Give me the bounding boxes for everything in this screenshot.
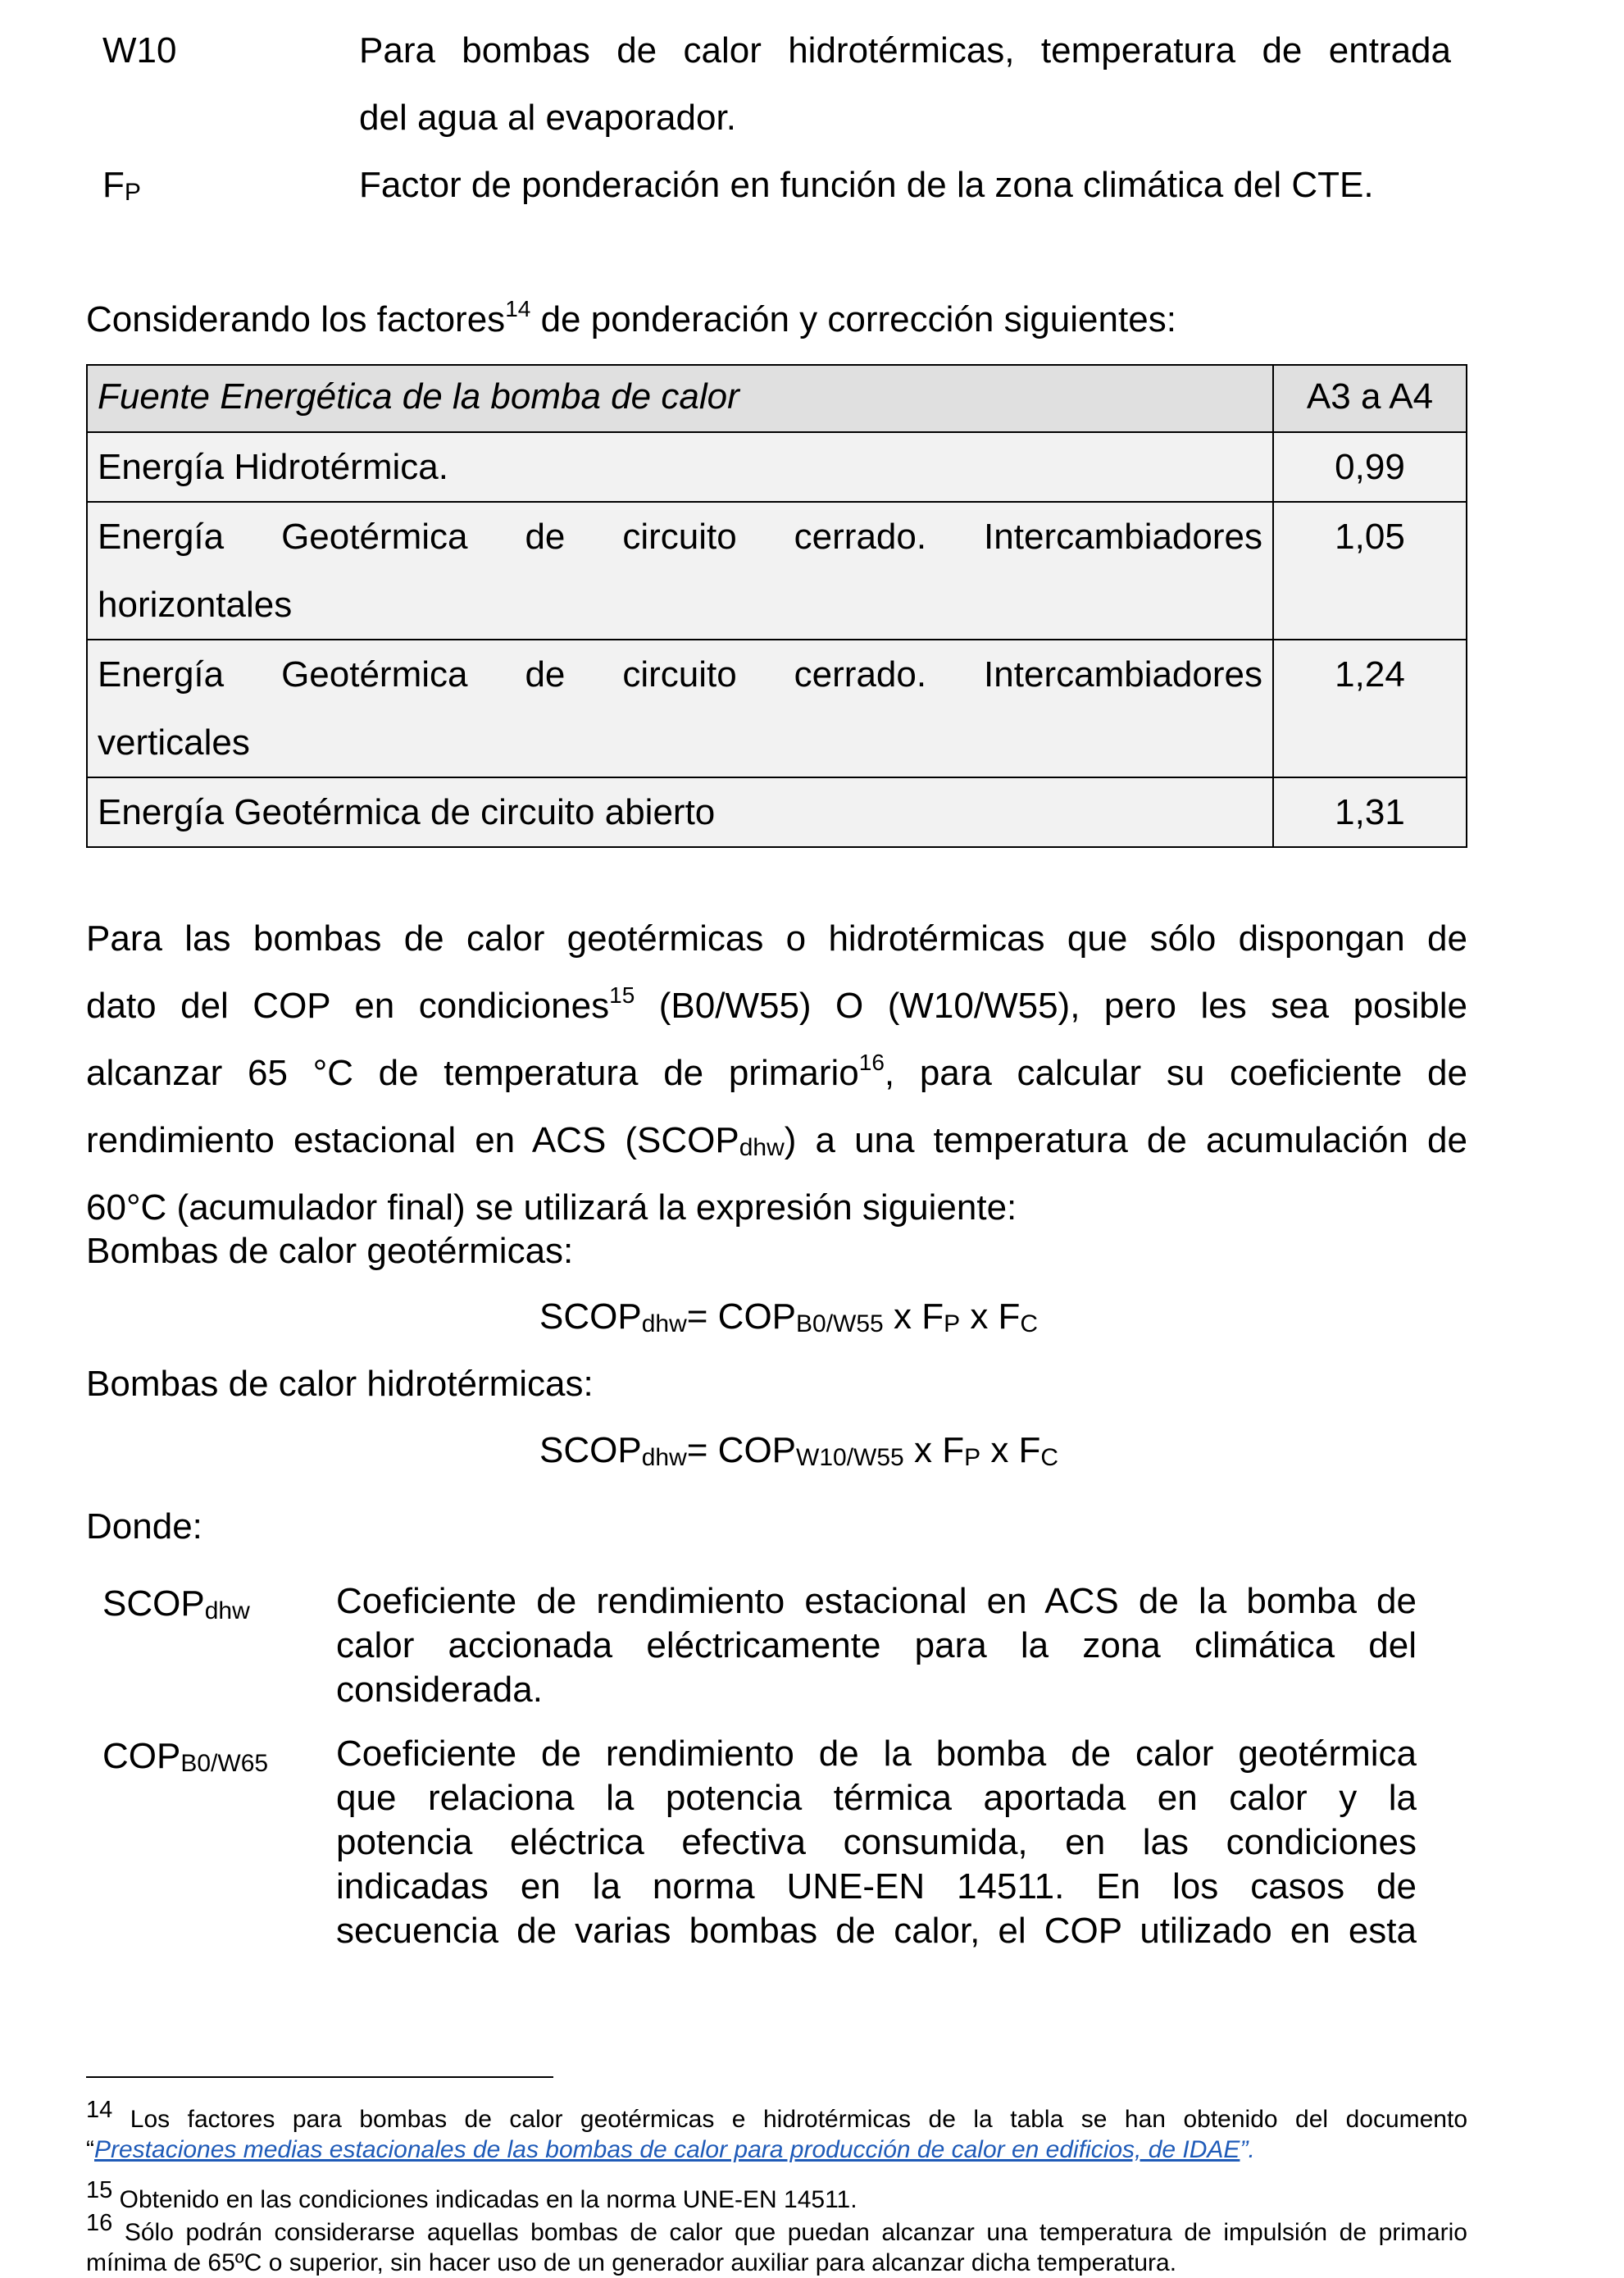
row-desc: Energía Geotérmica de circuito abierto — [98, 792, 716, 832]
row-value: 1,24 — [1335, 654, 1405, 695]
row-value-cell — [1273, 640, 1467, 777]
row-desc-cell — [87, 502, 1273, 640]
idae-document-link[interactable]: Prestaciones medias estacionales de las bombas de calor para producción de calor en edificios, de IDAE — [94, 2136, 1240, 2163]
text: , para calcular su coeficiente de — [884, 1053, 1467, 1093]
row-desc-cell — [87, 777, 1273, 847]
table-row — [87, 432, 1467, 502]
f-text: = COP — [686, 1430, 797, 1470]
intro-text: Considerando los factores — [86, 299, 506, 339]
def-symbol-w10 — [102, 30, 176, 72]
f-text: SCOP — [539, 1296, 642, 1337]
f-sub: W10/W55 — [796, 1444, 904, 1471]
def-line: del agua al evaporador. — [359, 98, 736, 138]
row-value-cell — [1273, 777, 1467, 847]
f-sub: dhw — [641, 1444, 687, 1471]
def-line: calor accionada eléctricamente para la zona climática del — [336, 1625, 1417, 1665]
footnote-14 — [86, 2097, 1468, 2165]
def-text-cop — [336, 1732, 1417, 1953]
table-row — [87, 502, 1467, 640]
formula-hidro — [539, 1429, 1058, 1472]
table-intro — [86, 298, 1176, 341]
def-line: que relaciona la potencia térmica aportada en calor y la — [336, 1778, 1417, 1818]
header-value-cell — [1273, 365, 1467, 432]
symbol-subscript: P — [124, 179, 141, 206]
text: rendimiento estacional en ACS (SCOP — [86, 1120, 739, 1160]
geo-heading: Bombas de calor geotérmicas: — [86, 1231, 574, 1271]
row-value-cell — [1273, 502, 1467, 640]
footnote-text: Obtenido en las condiciones indicadas en la norma UNE-EN 14511. — [119, 2186, 857, 2213]
text: alcanzar 65 °C de temperatura de primario — [86, 1053, 859, 1093]
symbol-subscript: B0/W65 — [180, 1750, 269, 1777]
footnote-line — [86, 2134, 1467, 2165]
footnote-number: 14 — [86, 2097, 113, 2123]
symbol-text: COP — [102, 1736, 181, 1776]
def-line: considerada. — [336, 1670, 543, 1710]
f-text: x F — [903, 1430, 965, 1470]
f-text: x F — [980, 1430, 1041, 1470]
symbol-text: SCOP — [102, 1583, 205, 1624]
f-sub: P — [964, 1444, 981, 1471]
footnote-ref-14: 14 — [505, 296, 531, 321]
paragraph-line: Para las bombas de calor geotérmicas o hidrotérmicas que sólo dispongan de — [86, 918, 1467, 959]
intro-text-rest: de ponderación y corrección siguientes: — [530, 299, 1176, 339]
paragraph-line: 60°C (acumulador final) se utilizará la expresión siguiente: — [86, 1187, 1017, 1228]
row-value: 0,99 — [1335, 447, 1405, 487]
f-sub: dhw — [641, 1310, 687, 1337]
footnote-16 — [86, 2210, 1467, 2278]
hidro-heading: Bombas de calor hidrotérmicas: — [86, 1364, 594, 1404]
f-sub: C — [1040, 1444, 1059, 1471]
row-desc: Energía Hidrotérmica. — [98, 447, 448, 487]
formula-geo — [539, 1296, 1038, 1338]
def-line: potencia eléctrica efectiva consumida, en las condiciones — [336, 1822, 1417, 1862]
subscript: dhw — [739, 1134, 785, 1161]
def-line: Coeficiente de rendimiento de la bomba de calor geotérmica — [336, 1734, 1417, 1774]
f-text: x F — [960, 1296, 1021, 1337]
def-line: Coeficiente de rendimiento estacional en ACS de la bomba de — [336, 1581, 1417, 1621]
factors-table — [86, 364, 1467, 848]
def-text-scop — [336, 1579, 1417, 1712]
footnote-line — [86, 2097, 1468, 2134]
row-desc-line: Energía Geotérmica de circuito cerrado. Intercambiadores — [98, 517, 1262, 557]
footnote-ref-15: 15 — [609, 982, 635, 1008]
def-line: indicadas en la norma UNE-EN 14511. En los casos de — [336, 1866, 1417, 1907]
table-row — [87, 777, 1467, 847]
footnote-number: 16 — [86, 2210, 113, 2236]
f-sub: P — [944, 1310, 961, 1337]
footnote-text: Los factores para bombas de calor geotérmicas e hidrotérmicas de la tabla se han obtenido del documento — [130, 2106, 1468, 2133]
footnote-text: Sólo podrán considerarse aquellas bombas de calor que puedan alcanzar una temperatura de impulsión de primario — [124, 2219, 1467, 2246]
table-header-row — [87, 365, 1467, 432]
f-text: x F — [883, 1296, 944, 1337]
f-text: = COP — [686, 1296, 797, 1337]
row-desc-line: horizontales — [98, 585, 293, 625]
footnote-separator — [86, 2076, 553, 2078]
paragraph-line — [86, 1107, 1467, 1174]
paragraph-line — [86, 973, 1467, 1040]
row-desc-line: verticales — [98, 722, 250, 763]
row-value-cell — [1273, 432, 1467, 502]
quote-close: ”. — [1240, 2136, 1255, 2163]
f-sub: B0/W55 — [796, 1310, 884, 1337]
row-desc-line: Energía Geotérmica de circuito cerrado. Intercambiadores — [98, 654, 1262, 695]
f-sub: C — [1020, 1310, 1039, 1337]
text: ) a una temperatura de acumulación de — [784, 1120, 1467, 1160]
def-line: secuencia de varias bombas de calor, el COP utilizado en esta — [336, 1911, 1417, 1951]
paragraph-line — [86, 1040, 1467, 1107]
header-desc: Fuente Energética de la bomba de calor — [98, 376, 739, 417]
footnote-line — [86, 2210, 1467, 2248]
def-symbol-scop — [102, 1583, 250, 1625]
symbol-text: W10 — [102, 30, 177, 71]
def-symbol-cop — [102, 1735, 268, 1778]
def-text-w10 — [359, 30, 1451, 139]
footnote-ref-16: 16 — [858, 1050, 885, 1075]
donde-label: Donde: — [86, 1506, 202, 1547]
body-paragraph — [86, 905, 1467, 1242]
def-text-fp: Factor de ponderación en función de la zona climática del CTE. — [359, 165, 1374, 205]
def-line: Para bombas de calor hidrotérmicas, temperatura de entrada — [359, 30, 1451, 71]
header-desc-cell — [87, 365, 1273, 432]
symbol-text: F — [102, 165, 125, 205]
symbol-subscript: dhw — [204, 1597, 250, 1624]
row-value: 1,31 — [1335, 792, 1405, 832]
quote-open: “ — [86, 2136, 94, 2163]
text: (B0/W55) O (W10/W55), pero les sea posible — [635, 986, 1468, 1026]
text: dato del COP en condiciones — [86, 986, 610, 1026]
footnote-15 — [86, 2177, 1467, 2215]
row-desc-cell — [87, 640, 1273, 777]
footnote-line: mínima de 65ºC o superior, sin hacer uso de un generador auxiliar para alcanzar dicha temperatura. — [86, 2249, 1177, 2276]
row-value: 1,05 — [1335, 517, 1405, 557]
def-symbol-fp — [102, 164, 141, 207]
row-desc-cell — [87, 432, 1273, 502]
f-text: SCOP — [539, 1430, 642, 1470]
footnote-number: 15 — [86, 2177, 113, 2203]
table-row — [87, 640, 1467, 777]
header-value: A3 a A4 — [1306, 376, 1434, 417]
